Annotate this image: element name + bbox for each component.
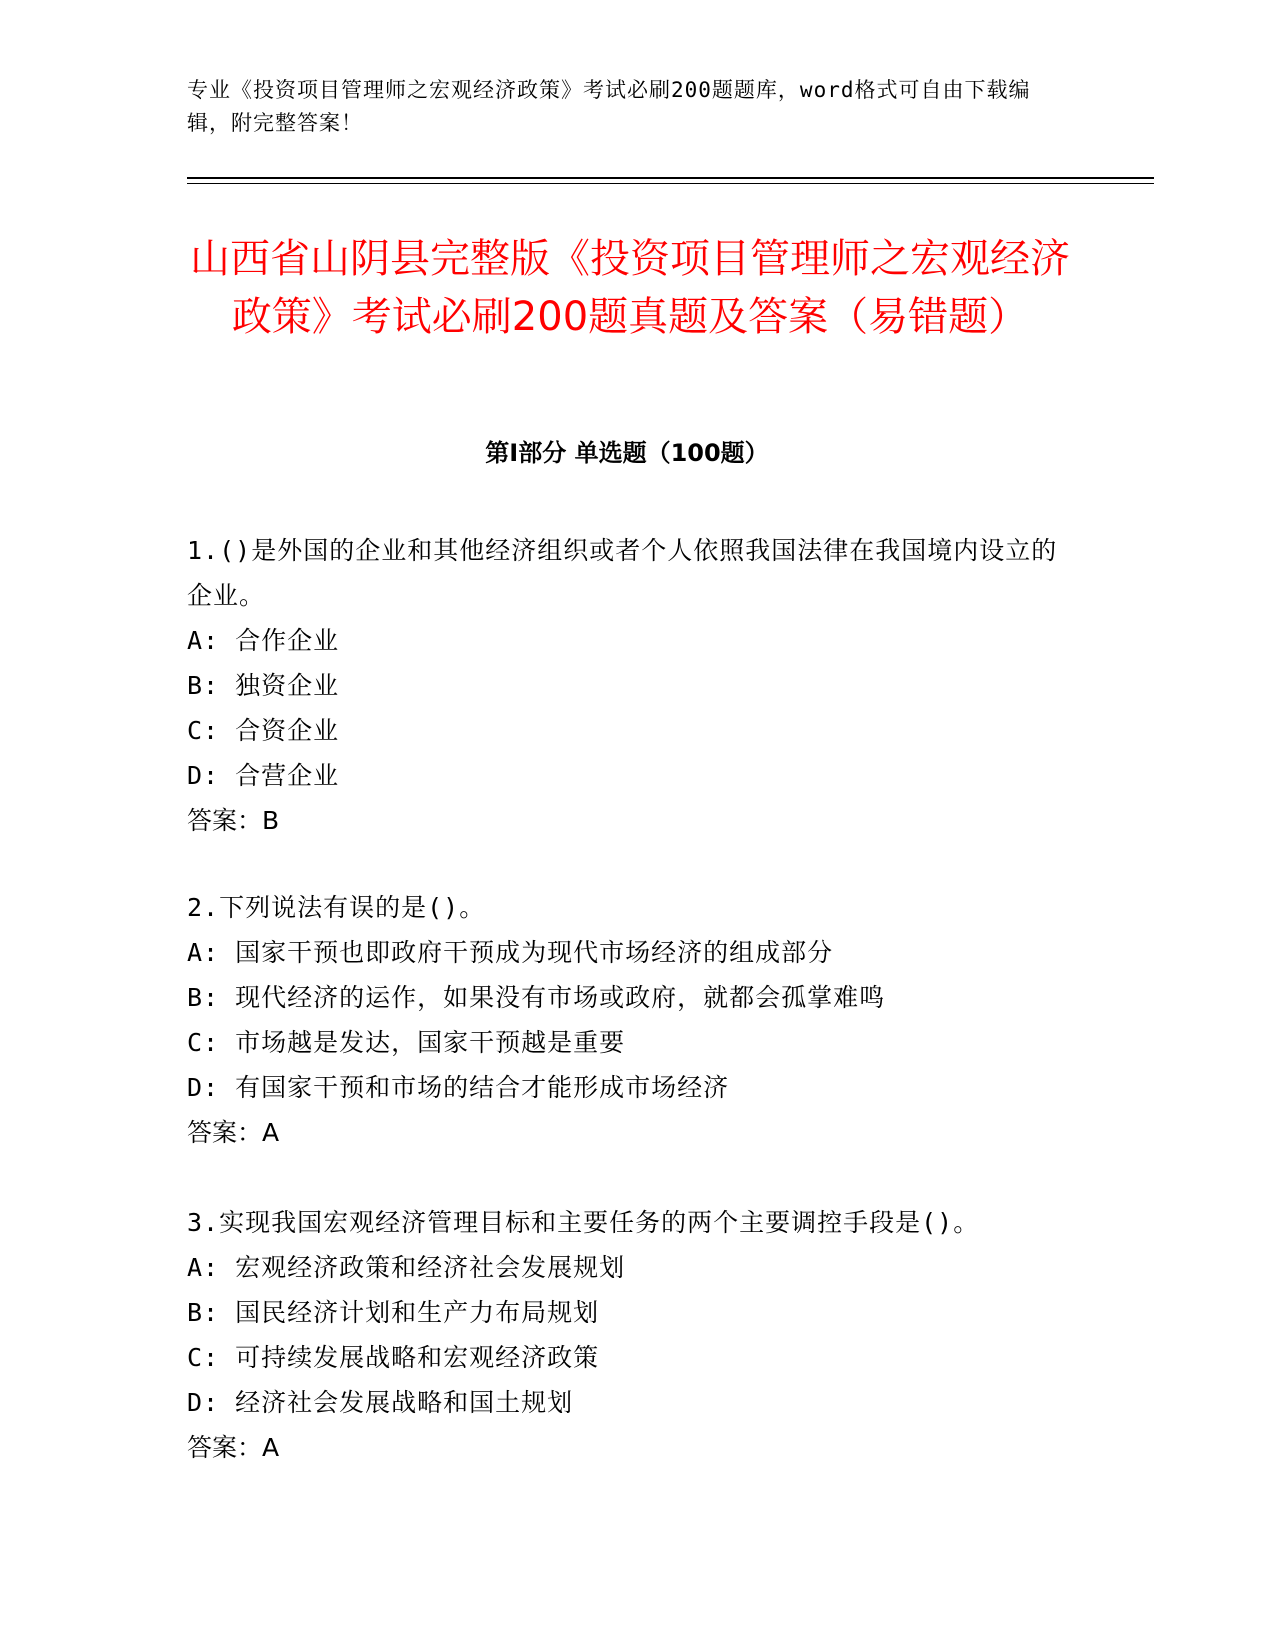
header-divider-thin bbox=[187, 183, 1154, 184]
question-text: 3.实现我国宏观经济管理目标和主要任务的两个主要调控手段是()。 bbox=[187, 1208, 980, 1237]
question-2 bbox=[187, 885, 1067, 1155]
header-divider-thick bbox=[187, 177, 1154, 179]
section-title: 第I部分 单选题（100题） bbox=[485, 439, 769, 467]
header-note: 专业《投资项目管理师之宏观经济政策》考试必刷200题题库，word格式可自由下载编辑，附完整答案！ bbox=[187, 78, 1031, 135]
question-text: 2.下列说法有误的是()。 bbox=[187, 893, 486, 922]
option-a: A: 宏观经济政策和经济社会发展规划 bbox=[187, 1253, 626, 1282]
answer: 答案：A bbox=[187, 1433, 280, 1462]
option-d: D: 经济社会发展战略和国土规划 bbox=[187, 1388, 574, 1417]
option-b: B: 独资企业 bbox=[187, 671, 340, 700]
option-b: B: 国民经济计划和生产力布局规划 bbox=[187, 1298, 600, 1327]
option-b: B: 现代经济的运作，如果没有市场或政府，就都会孤掌难鸣 bbox=[187, 983, 886, 1012]
option-a: A: 合作企业 bbox=[187, 626, 340, 655]
question-text: 1.()是外国的企业和其他经济组织或者个人依照我国法律在我国境内设立的企业。 bbox=[187, 536, 1058, 610]
option-a: A: 国家干预也即政府干预成为现代市场经济的组成部分 bbox=[187, 938, 834, 967]
document-title: 山西省山阴县完整版《投资项目管理师之宏观经济政策》考试必刷200题真题及答案（易错题） bbox=[190, 236, 1070, 340]
option-d: D: 合营企业 bbox=[187, 761, 340, 790]
question-1 bbox=[187, 528, 1067, 843]
answer: 答案：A bbox=[187, 1118, 280, 1147]
option-c: C: 市场越是发达，国家干预越是重要 bbox=[187, 1028, 626, 1057]
option-d: D: 有国家干预和市场的结合才能形成市场经济 bbox=[187, 1073, 730, 1102]
option-c: C: 合资企业 bbox=[187, 716, 340, 745]
question-3 bbox=[187, 1200, 1067, 1470]
answer: 答案：B bbox=[187, 806, 280, 835]
option-c: C: 可持续发展战略和宏观经济政策 bbox=[187, 1343, 600, 1372]
